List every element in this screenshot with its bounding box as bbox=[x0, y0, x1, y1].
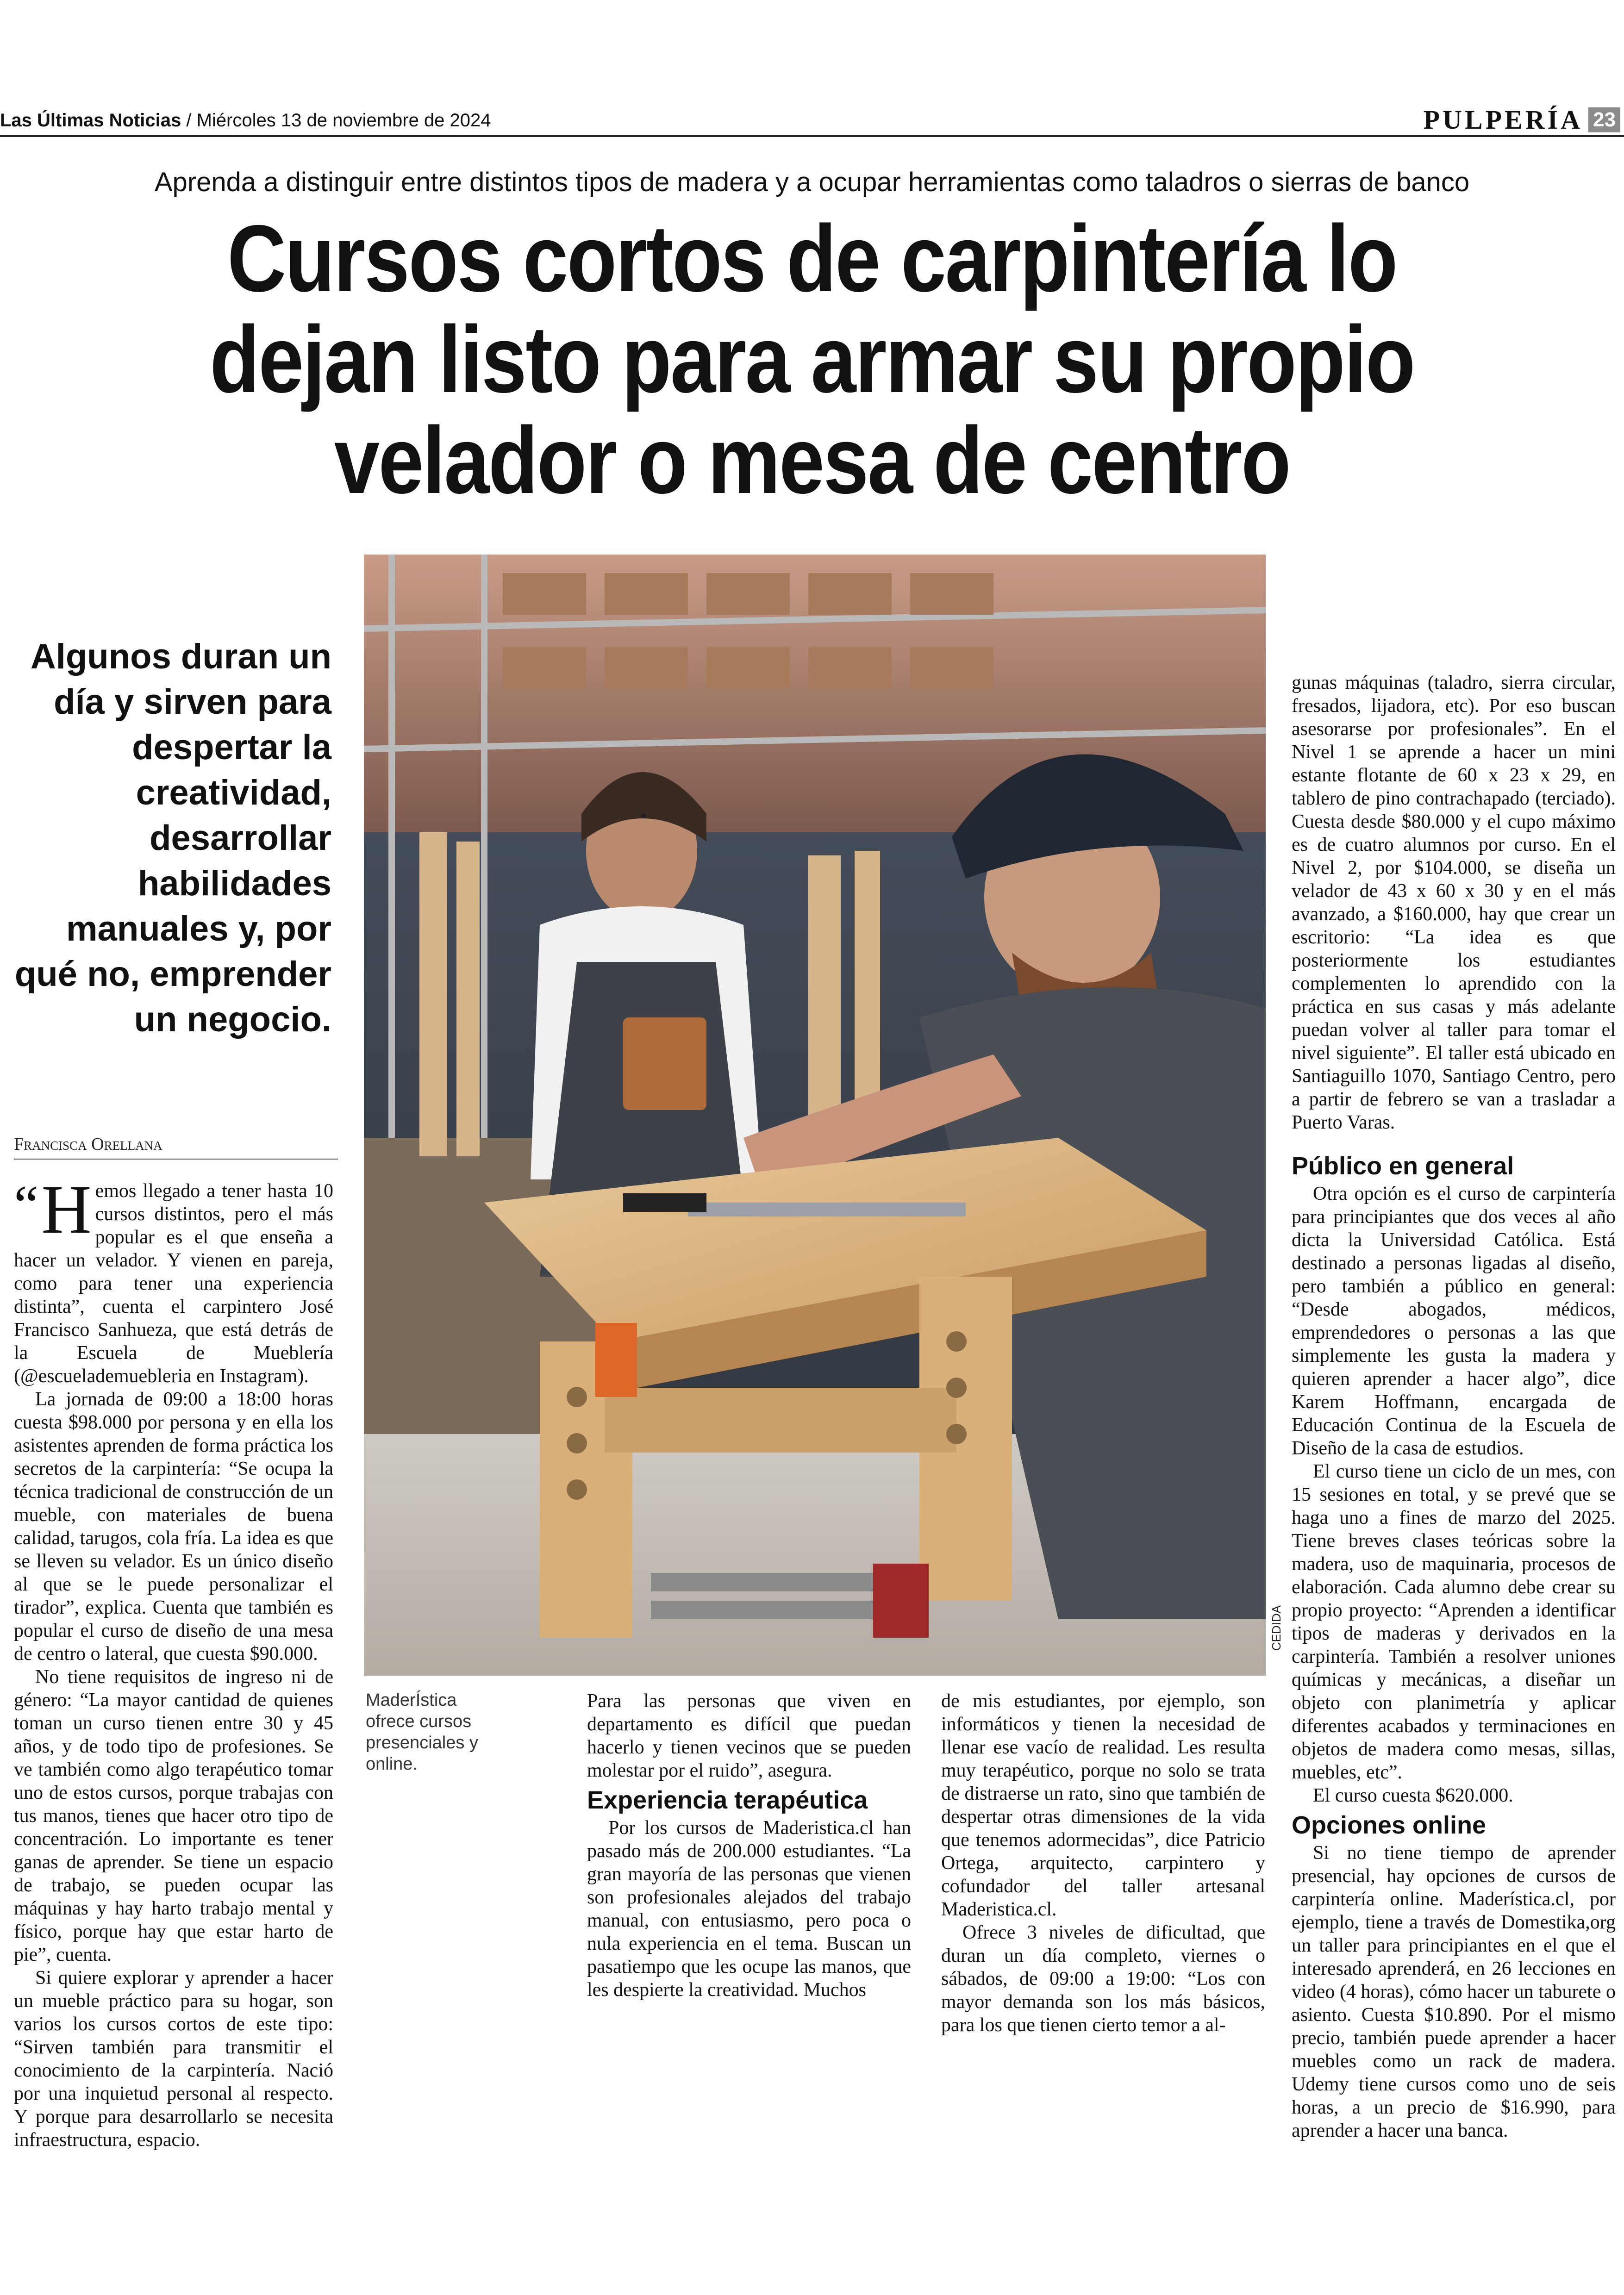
subheading: Experiencia terapéutica bbox=[587, 1786, 868, 1814]
article-column-right-top bbox=[1292, 671, 1616, 1134]
paragraph: La jornada de 09:00 a 18:00 horas cuesta $98.000 por persona y en ella los asistentes aprenden de forma práctica los secretos de la carpintería: “Se ocupa la técnica tradicional de construcción de un mueble, con materiales de buena calidad, tarugos, cola fría. La idea es que se lleven su velador. Es un único diseño al que se le puede personalizar el tirador”, explica. Cuenta que también es popular el curso de diseño de una mesa de centro o lateral, que cuesta $90.000. bbox=[14, 1389, 333, 1665]
paragraph: de mis estudiantes, por ejemplo, son informáticos y tienen la necesidad de llenar ese vacío de realidad. Les resulta muy terapéutico, porque no solo se trata de distraerse un rato, sino que también de despertar otras dimensiones de la vida que tenemos adormecidas”, dice Patricio Ortega, arquitecto, carpintero y cofundador del taller artesanal Maderistica.cl. bbox=[941, 1690, 1265, 1920]
photo-caption: MaderÍstica ofrece cursos presenciales y online. bbox=[366, 1690, 478, 1774]
paragraph: No tiene requisitos de ingreso ni de género: “La mayor cantidad de quienes toman un curso tienen entre 30 y 45 años, y de todo tipo de profesiones. Se ve también como algo terapéutico tomar uno de estos cursos, porque trabajas con tus manos, tienes que hacer otro tipo de concentración. Lo importante es tener ganas de aprender. Se tiene un espacio de trabajo, se pueden ocupar las máquinas y hay harto trabajo mental y físico, porque hay que estar harto de pie”, cuenta. bbox=[14, 1666, 333, 1965]
paragraph: Para las personas que viven en departamento es difícil que puedan hacerlo y tienen vecinos que se pueden molestar por el ruido”, asegura. bbox=[587, 1690, 911, 1781]
summary-blurb: Algunos duran un día y sirven para despertar la creatividad, desarrollar habilidades manuales y, por qué no, emprender un negocio. bbox=[14, 637, 331, 1039]
article-column-3 bbox=[941, 1690, 1265, 2037]
issue-date: / Miércoles 13 de noviembre de 2024 bbox=[181, 110, 491, 131]
page-number: 23 bbox=[1588, 107, 1620, 132]
lead-quote-mark: “ bbox=[14, 1174, 39, 1235]
masthead-right bbox=[1424, 104, 1620, 135]
headline: Cursos cortos de carpintería lo dejan listo para armar su propio velador o mesa de centro bbox=[210, 206, 1414, 513]
dropcap: H bbox=[41, 1171, 92, 1248]
masthead-left bbox=[0, 110, 491, 131]
byline: Francisca Orellana bbox=[14, 1135, 162, 1154]
article-photo bbox=[364, 555, 1266, 1676]
article-column-4 bbox=[1292, 1148, 1616, 2142]
photo-credit: CEDIDA bbox=[1269, 1605, 1283, 1651]
byline-rule bbox=[14, 1159, 338, 1160]
masthead-rule bbox=[0, 135, 1624, 137]
article-column-1 bbox=[14, 1171, 333, 2152]
article-column-2 bbox=[587, 1690, 911, 2002]
lead-text: emos llegado a tener hasta 10 cursos distintos, pero el más popular es el que enseña a hacer un velador. Y vienen en pareja, como para tener una experiencia distinta”, cuenta el carpintero José Francisco Sanhueza, que está detrás de la Escuela de Mueblería (@escuelademuebleria en Instagram). bbox=[14, 1180, 333, 1387]
paragraph: gunas máquinas (taladro, sierra circular, fresados, lijadora, etc). Por eso buscan asesorarse por profesionales”. En el Nivel 1 se aprende a hacer un mini estante flotante de 60 x 23 x 29, en tablero de pino contrachapado (terciado). Cuesta desde $80.000 y el cupo máximo es de cuatro alumnos por curso. En el Nivel 2, por $104.000, se diseña un velador de 43 x 60 x 30 y en el más avanzado, a $160.000, hay que crear un escritorio: “La idea es que posteriormente los estudiantes complementen lo aprendido con la práctica en sus casas y más adelante puedan volver al taller para tomar el nivel siguiente”. El taller está ubicado en Santiaguillo 1070, Santiago Centro, pero a partir de febrero se van a trasladar a Puerto Varas. bbox=[1292, 672, 1616, 1133]
paragraph: El curso cuesta $620.000. bbox=[1313, 1785, 1513, 1806]
paragraph: Otra opción es el curso de carpintería para principiantes que dos veces al año dicta la Universidad Católica. Está destinado a personas ligadas al diseño, pero también a público en general: “Desde abogados, médicos, emprendedores o personas a las que simplemente les gusta la madera y quieren aprender a hacer algo”, dice Karem Hoffmann, encargada de Educación Continua de la Escuela de Diseño de la casa de estudios. bbox=[1292, 1183, 1616, 1459]
paragraph: Ofrece 3 niveles de dificultad, que duran un día completo, viernes o sábados, de 09:00 a 19:00: “Los con mayor demanda son los más básicos, para los que tienen cierto temor a al- bbox=[941, 1922, 1265, 2036]
subheading: Público en general bbox=[1292, 1152, 1514, 1180]
workshop-photo bbox=[364, 555, 1266, 1676]
lead-paragraph bbox=[14, 1171, 333, 1388]
paragraph: El curso tiene un ciclo de un mes, con 15 sesiones en total, y se prevé que se haga uno a fines de marzo del 2025. Tiene breves clases teóricas sobre la madera, uso de maquinaria, procesos de elaboración. Cada alumno debe crear su propio proyecto: “Aprenden a identificar tipos de maderas y derivados en la carpintería. También a resolver uniones químicas y mecánicas, a diseñar un objeto con planimetría y aplicar diferentes acabados y terminaciones en objetos de madera como mesas, sillas, muebles, etc”. bbox=[1292, 1461, 1616, 1783]
paragraph: Si no tiene tiempo de aprender presencial, hay opciones de cursos de carpintería online. Maderística.cl, por ejemplo, tiene a través de Domestika,org un taller para principiantes en el que el interesado aprenderá, en 26 lecciones en video (4 horas), cómo hacer un taburete o asiento. Cuesta $10.890. Por el mismo precio, también puede aprender a hacer muebles como un rack de madera. Udemy tiene cursos como uno de seis horas, a un precio de $16.990, para aprender a hacer una banca. bbox=[1292, 1842, 1616, 2141]
paragraph: Si quiere explorar y aprender a hacer un mueble práctico para su hogar, son varios los cursos cortos de este tipo: “Sirven también para transmitir el conocimiento de la carpintería. Nació por una inquietud personal al respecto. Y porque para desarrollarlo se necesita infraestructura, espacio. bbox=[14, 1967, 333, 2151]
paragraph: Por los cursos de Maderistica.cl han pasado más de 200.000 estudiantes. “La gran mayoría de las personas que vienen son profesionales alejados del trabajo manual, con entusiasmo, pero poca o nula experiencia en el tema. Buscan un pasatiempo que les ocupe las manos, que les despierte la creatividad. Muchos bbox=[587, 1817, 911, 2001]
publication-name: Las Últimas Noticias bbox=[0, 110, 181, 131]
section-name: PULPERÍA bbox=[1423, 105, 1583, 135]
kicker: Aprenda a distinguir entre distintos tipos de madera y a ocupar herramientas como taladros o sierras de banco bbox=[154, 167, 1470, 197]
subheading: Opciones online bbox=[1292, 1811, 1487, 1839]
